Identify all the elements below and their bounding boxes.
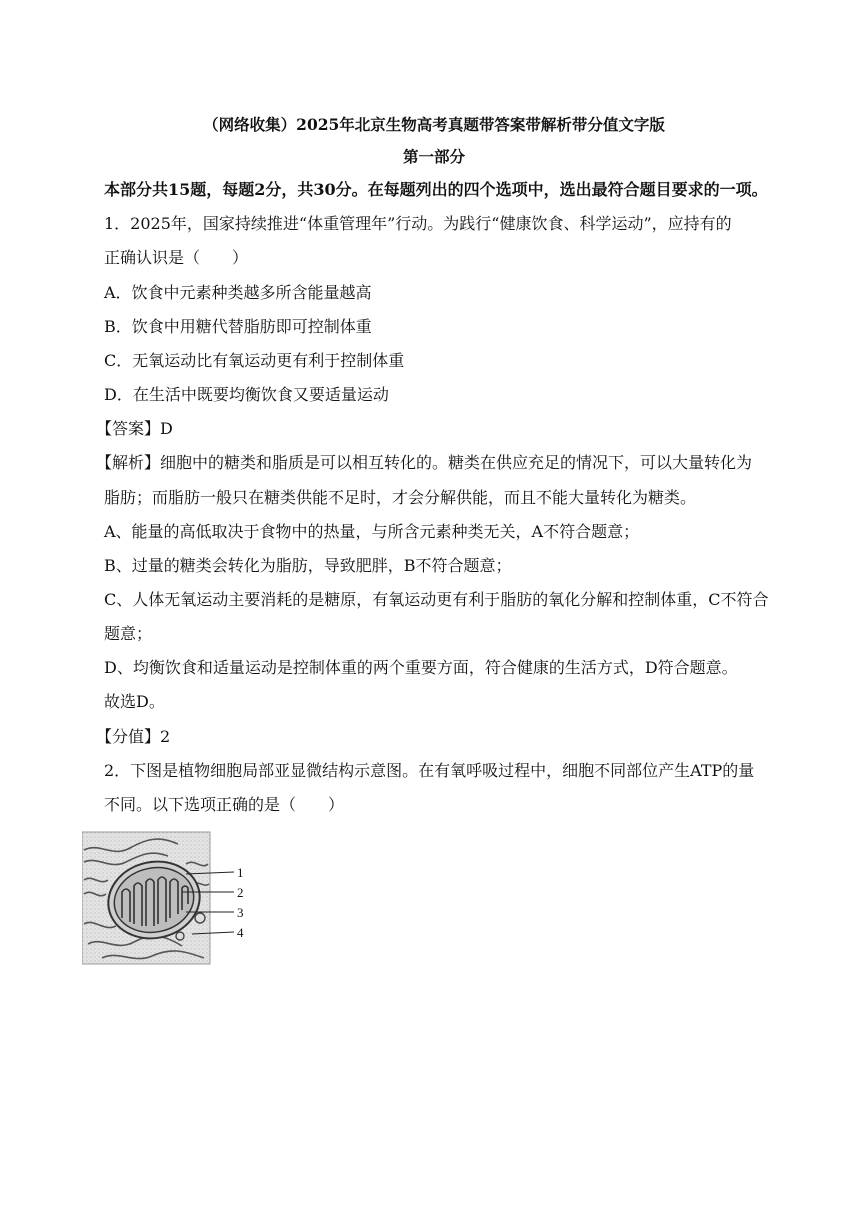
q1-analysis-c-line2: 题意；: [104, 624, 153, 643]
figure-label-1: 1: [237, 865, 244, 880]
q1-score: 【分值】2: [96, 727, 171, 746]
q1-analysis-d: D、均衡饮食和适量运动是控制体重的两个重要方面，符合健康的生活方式，D符合题意。: [104, 658, 738, 677]
q1-stem-line2: 正确认识是（ ）: [104, 248, 249, 267]
section-instruction: 本部分共15题，每题2分，共30分。在每题列出的四个选项中，选出最符合题目要求的一项。: [104, 180, 768, 199]
q1-conclusion: 故选D。: [104, 692, 165, 711]
q1-option-b: B．饮食中用糖代替脂肪即可控制体重: [104, 317, 372, 336]
q1-answer: 【答案】D: [96, 419, 173, 438]
part-heading: 第一部分: [402, 147, 465, 166]
q1-analysis-c-line1: C、人体无氧运动主要消耗的是糖原，有氧运动更有利于脂肪的氧化分解和控制体重，C不符合: [104, 590, 769, 609]
mitochondrion-figure: [82, 828, 252, 968]
document-title: （网络收集）2025年北京生物高考真题带答案带解析带分值文字版: [203, 115, 665, 134]
figure-label-4: 4: [237, 925, 244, 940]
vesicle-1: [195, 913, 205, 923]
q2-stem-line1: 2．下图是植物细胞局部亚显微结构示意图。在有氧呼吸过程中，细胞不同部位产生ATP的量: [104, 761, 755, 780]
q1-analysis-a: A、能量的高低取决于食物中的热量，与所含元素种类无关，A不符合题意；: [104, 522, 640, 541]
mitochondrion-diagram: [82, 828, 252, 968]
q1-analysis-b: B、过量的糖类会转化为脂肪，导致肥胖，B不符合题意；: [104, 556, 512, 575]
q1-option-d: D．在生活中既要均衡饮食又要适量运动: [104, 385, 389, 404]
q1-analysis-line1: 【解析】细胞中的糖类和脂质是可以相互转化的。糖类在供应充足的情况下，可以大量转化为: [96, 453, 753, 472]
vesicle-2: [176, 932, 184, 940]
figure-label-3: 3: [237, 905, 244, 920]
q1-option-a: A．饮食中元素种类越多所含能量越高: [104, 283, 372, 302]
q1-analysis-line2: 脂肪；而脂肪一般只在糖类供能不足时，才会分解供能，而且不能大量转化为糖类。: [104, 488, 697, 507]
figure-label-2: 2: [237, 885, 244, 900]
q1-stem-line1: 1．2025年，国家持续推进“体重管理年”行动。为践行“健康饮食、科学运动”，应持有的: [104, 214, 732, 233]
q2-stem-line2: 不同。以下选项正确的是（ ）: [104, 795, 345, 814]
q1-option-c: C．无氧运动比有氧运动更有利于控制体重: [104, 351, 405, 370]
